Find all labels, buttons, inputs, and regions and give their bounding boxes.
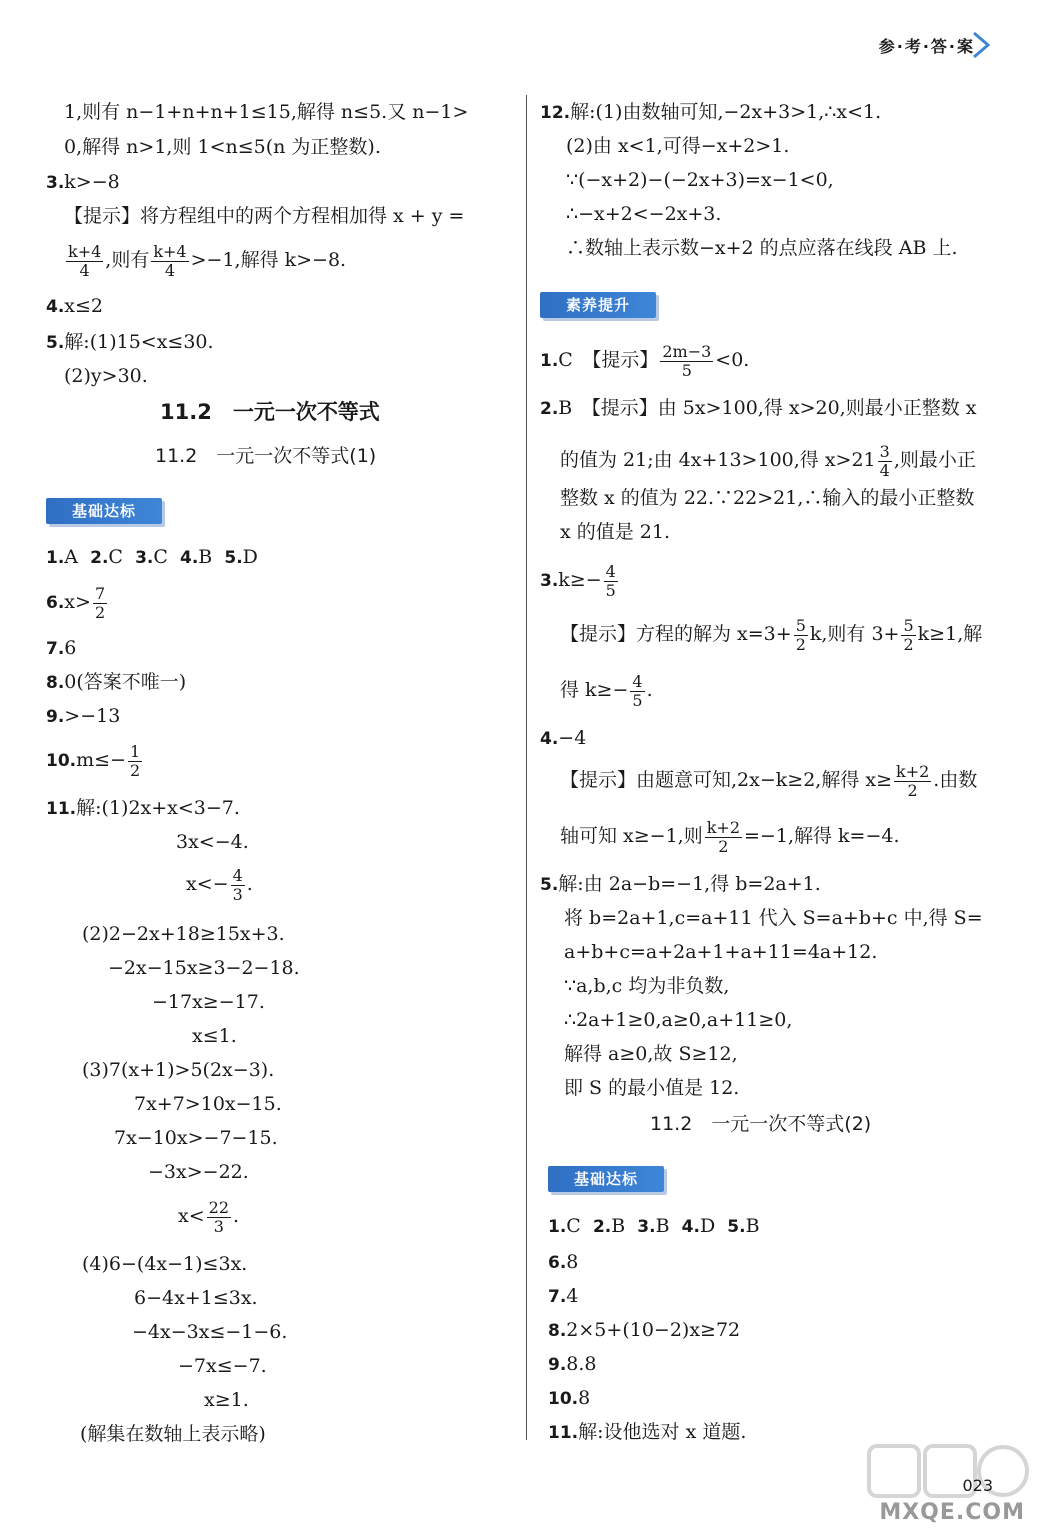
answer-r11: 11.解:设他选对 x 道题. <box>548 1421 747 1443</box>
step: −4x−3x≤−1−6. <box>132 1321 288 1343</box>
step: 将 b=2a+1,c=a+11 代入 S=a+b+c 中,得 S= <box>564 907 983 929</box>
answer-s1: 1.C 【提示】 $\frac{2m-3}{5}$ <0. <box>540 341 750 380</box>
hint-text: $\frac{k+4}{4}$ ,则有 $\frac{k+4}{4}$ >−1,解得 k>−8. <box>68 241 347 280</box>
step: 的值为 21;由 4x+13>100,得 x>21 $\frac{3}{4}$ ,则最小正 <box>560 441 976 480</box>
step: ∵a,b,c 均为非负数, <box>564 975 730 997</box>
answer-s3: 3.k≥− $\frac{4}{5}$ <box>540 561 616 600</box>
answer-r9: 9.8.8 <box>548 1353 597 1375</box>
section-badge: 基础达标 <box>548 1166 664 1192</box>
section-subtitle: 11.2 一元一次不等式(1) <box>155 445 377 467</box>
answers-row: 1.C 2.B 3.B 4.D 5.B <box>548 1215 760 1237</box>
fraction: $\frac{k+4}{4}$ <box>153 241 187 280</box>
answer-text: k>−8 <box>64 171 120 193</box>
fraction: $\frac{4}{3}$ <box>232 865 243 904</box>
answers-row: 1.A 2.C 3.C 4.B 5.D <box>46 546 258 568</box>
answer-6: 6.x> $\frac{7}{2}$ <box>46 583 106 622</box>
answer-4 <box>46 294 103 319</box>
step: (2)由 x<1,可得−x+2>1. <box>566 135 790 157</box>
answer-r6: 6.8 <box>548 1251 579 1273</box>
answer-3 <box>46 170 120 195</box>
step: (解集在数轴上表示略) <box>80 1423 266 1445</box>
fraction: $\frac{1}{2}$ <box>129 741 141 780</box>
answer-r7: 7.4 <box>548 1285 579 1307</box>
step: 7x−10x>−7−15. <box>114 1127 278 1149</box>
answer-11: 11.解:(1)2x+x<3−7. <box>46 797 240 819</box>
section-title: 11.2 一元一次不等式 <box>160 400 380 424</box>
step: 7x+7>10x−15. <box>134 1093 282 1115</box>
hint-text: 【提示】方程的解为 x=3+ $\frac{5}{2}$ k,则有 3+ $\frac{5}{2}$ k≥1,解 <box>560 615 983 654</box>
item-number: 5. <box>46 333 65 353</box>
answer-r8: 8.2×5+(10−2)x≥72 <box>548 1319 741 1341</box>
fraction: $\frac{k+4}{4}$ <box>68 241 102 280</box>
watermark-text: MXQE.COM <box>879 1500 1025 1525</box>
step: 即 S 的最小值是 12. <box>564 1077 740 1099</box>
answer-9: 9.>−13 <box>46 705 121 727</box>
section-subtitle: 11.2 一元一次不等式(2) <box>650 1113 872 1135</box>
fraction: $\frac{4}{5}$ <box>632 671 643 710</box>
fraction: $\frac{5}{2}$ <box>795 615 806 654</box>
step: −7x≤−7. <box>178 1355 267 1377</box>
step: ∴数轴上表示数−x+2 的点应落在线段 AB 上. <box>566 237 958 259</box>
text-line: 1,则有 n−1+n+n+1≤15,解得 n≤5.又 n−1> <box>64 101 469 123</box>
step: (3)7(x+1)>5(2x−3). <box>82 1059 275 1081</box>
step: −2x−15x≥3−2−18. <box>108 957 300 979</box>
fraction: $\frac{2m-3}{5}$ <box>662 341 712 380</box>
step: ∵(−x+2)−(−2x+3)=x−1<0, <box>566 169 834 191</box>
text-line: 0,解得 n>1,则 1<n≤5(n 为正整数). <box>64 136 381 158</box>
step: −17x≥−17. <box>152 991 265 1013</box>
step: ∴2a+1≥0,a≥0,a+11≥0, <box>564 1009 793 1031</box>
column-divider <box>526 95 527 1440</box>
chevron-right-icon <box>971 30 991 60</box>
fraction: $\frac{k+2}{2}$ <box>896 761 930 800</box>
step: 整数 x 的值为 22.∵22>21,∴输入的最小正整数 <box>560 487 975 509</box>
answer-text: 解:(1)15<x≤30. <box>64 331 214 353</box>
step: x<− $\frac{4}{3}$ . <box>186 865 253 904</box>
fraction: $\frac{4}{5}$ <box>605 561 616 600</box>
answer-10: 10.m≤− $\frac{1}{2}$ <box>46 741 141 780</box>
answer-7: 7.6 <box>46 637 77 659</box>
step: (4)6−(4x−1)≤3x. <box>82 1253 248 1275</box>
hint-text: 【提示】由题意可知,2x−k≥2,解得 x≥ $\frac{k+2}{2}$ .由数 <box>560 761 978 800</box>
fraction: $\frac{5}{2}$ <box>903 615 914 654</box>
item-number: 4. <box>46 297 65 317</box>
answer-s5: 5.解:由 2a−b=−1,得 b=2a+1. <box>540 873 821 895</box>
item-number: 3. <box>46 173 65 193</box>
step: a+b+c=a+2a+1+a+11=4a+12. <box>564 941 878 963</box>
hint-text: 轴可知 x≥−1,则 $\frac{k+2}{2}$ =−1,解得 k=−4. <box>560 817 900 856</box>
text-line: (2)y>30. <box>64 365 148 387</box>
step: x< $\frac{22}{3}$ . <box>178 1197 240 1236</box>
step: x 的值是 21. <box>560 521 671 543</box>
step: 3x<−4. <box>176 831 249 853</box>
hint-text: 【提示】将方程组中的两个方程相加得 x + y = <box>64 205 465 227</box>
running-header: 参·考·答·案 <box>878 37 975 56</box>
section-badge: 基础达标 <box>46 498 162 524</box>
hint-text: 得 k≥− $\frac{4}{5}$ . <box>560 671 653 710</box>
fraction: $\frac{22}{3}$ <box>208 1197 229 1236</box>
answer-s2: 2.B 【提示】由 5x>100,得 x>20,则最小正整数 x <box>540 397 977 419</box>
answer-s4: 4.−4 <box>540 727 587 749</box>
step: x≥1. <box>204 1389 249 1411</box>
fraction: $\frac{7}{2}$ <box>94 583 106 622</box>
step: x≤1. <box>192 1025 237 1047</box>
step: −3x>−22. <box>148 1161 249 1183</box>
fraction: $\frac{k+2}{2}$ <box>706 817 741 856</box>
page-number: 023 <box>962 1476 993 1495</box>
step: (2)2−2x+18≥15x+3. <box>82 923 285 945</box>
step: 6−4x+1≤3x. <box>134 1287 258 1309</box>
fraction: $\frac{3}{4}$ <box>879 441 890 480</box>
answer-12: 12.解:(1)由数轴可知,−2x+3>1,∴x<1. <box>540 101 882 123</box>
answer-5 <box>46 330 214 355</box>
section-badge: 素养提升 <box>540 292 656 318</box>
answer-text: x≤2 <box>64 295 104 317</box>
step: 解得 a≥0,故 S≥12, <box>564 1043 738 1065</box>
answer-8: 8.0(答案不唯一) <box>46 671 187 693</box>
step: ∴−x+2<−2x+3. <box>566 203 722 225</box>
answer-r10: 10.8 <box>548 1387 591 1409</box>
